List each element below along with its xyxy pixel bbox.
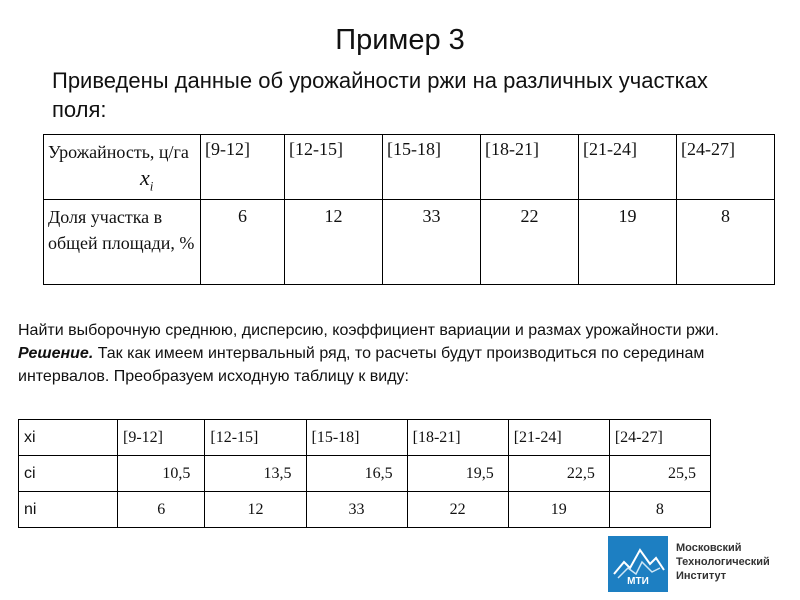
logo-abbr: МТИ (627, 576, 649, 587)
midpoint-cell: 13,5 (205, 456, 306, 492)
institute-logo (608, 536, 798, 592)
share-cell: 6 (201, 200, 285, 285)
interval-cell: [15-18] (306, 420, 407, 456)
ni-row (19, 492, 711, 528)
interval-cell: [18-21] (480, 135, 578, 200)
midpoint-cell: 22,5 (508, 456, 609, 492)
interval-cell: [12-15] (284, 135, 382, 200)
slide-title: Пример 3 (335, 24, 465, 56)
yield-row (44, 135, 775, 200)
logo-text: Московский Технологический Институт (676, 542, 770, 582)
solution-label: Решение. (18, 345, 94, 362)
count-cell: 33 (306, 492, 407, 528)
count-cell: 19 (508, 492, 609, 528)
intro-text: Приведены данные об урожайности ржи на различных участках поля: (52, 68, 708, 122)
midpoint-cell: 10,5 (118, 456, 205, 492)
interval-cell: [21-24] (578, 135, 676, 200)
interval-cell: [9-12] (118, 420, 205, 456)
midpoint-cell: 16,5 (306, 456, 407, 492)
share-cell: 19 (578, 200, 676, 285)
solution-text: Так как имеем интервальный ряд, то расчеты будут производиться по серединам интервалов. Преобразуем исходную таблицу к виду: (18, 345, 705, 385)
row-head: xi (19, 420, 118, 456)
midpoint-cell: 25,5 (609, 456, 710, 492)
share-row-label: Доля участка в общей площади, % (44, 200, 201, 285)
ci-row (19, 456, 711, 492)
count-cell: 6 (118, 492, 205, 528)
interval-cell: [15-18] (382, 135, 480, 200)
interval-cell: [21-24] (508, 420, 609, 456)
interval-cell: [24-27] (609, 420, 710, 456)
count-cell: 12 (205, 492, 306, 528)
yield-row-label-cell (44, 135, 201, 200)
row-head: ci (19, 456, 118, 492)
midpoint-cell: 19,5 (407, 456, 508, 492)
share-cell: 12 (284, 200, 382, 285)
row-head: ni (19, 492, 118, 528)
yield-row-label: Урожайность, ц/га (48, 142, 189, 162)
xi-row (19, 420, 711, 456)
yield-table (43, 134, 775, 285)
interval-cell: [24-27] (676, 135, 774, 200)
share-cell: 8 (676, 200, 774, 285)
interval-cell: [12-15] (205, 420, 306, 456)
xi-symbol: $x_i$ (140, 165, 154, 194)
task-text-block (18, 319, 778, 388)
count-cell: 8 (609, 492, 710, 528)
interval-cell: [18-21] (407, 420, 508, 456)
task-statement: Найти выборочную среднюю, дисперсию, коэффициент вариации и размах урожайности ржи. (18, 322, 719, 339)
interval-cell: [9-12] (201, 135, 285, 200)
midpoint-table (18, 419, 711, 528)
count-cell: 22 (407, 492, 508, 528)
share-row (44, 200, 775, 285)
share-cell: 33 (382, 200, 480, 285)
logo-emblem (608, 536, 668, 592)
share-cell: 22 (480, 200, 578, 285)
